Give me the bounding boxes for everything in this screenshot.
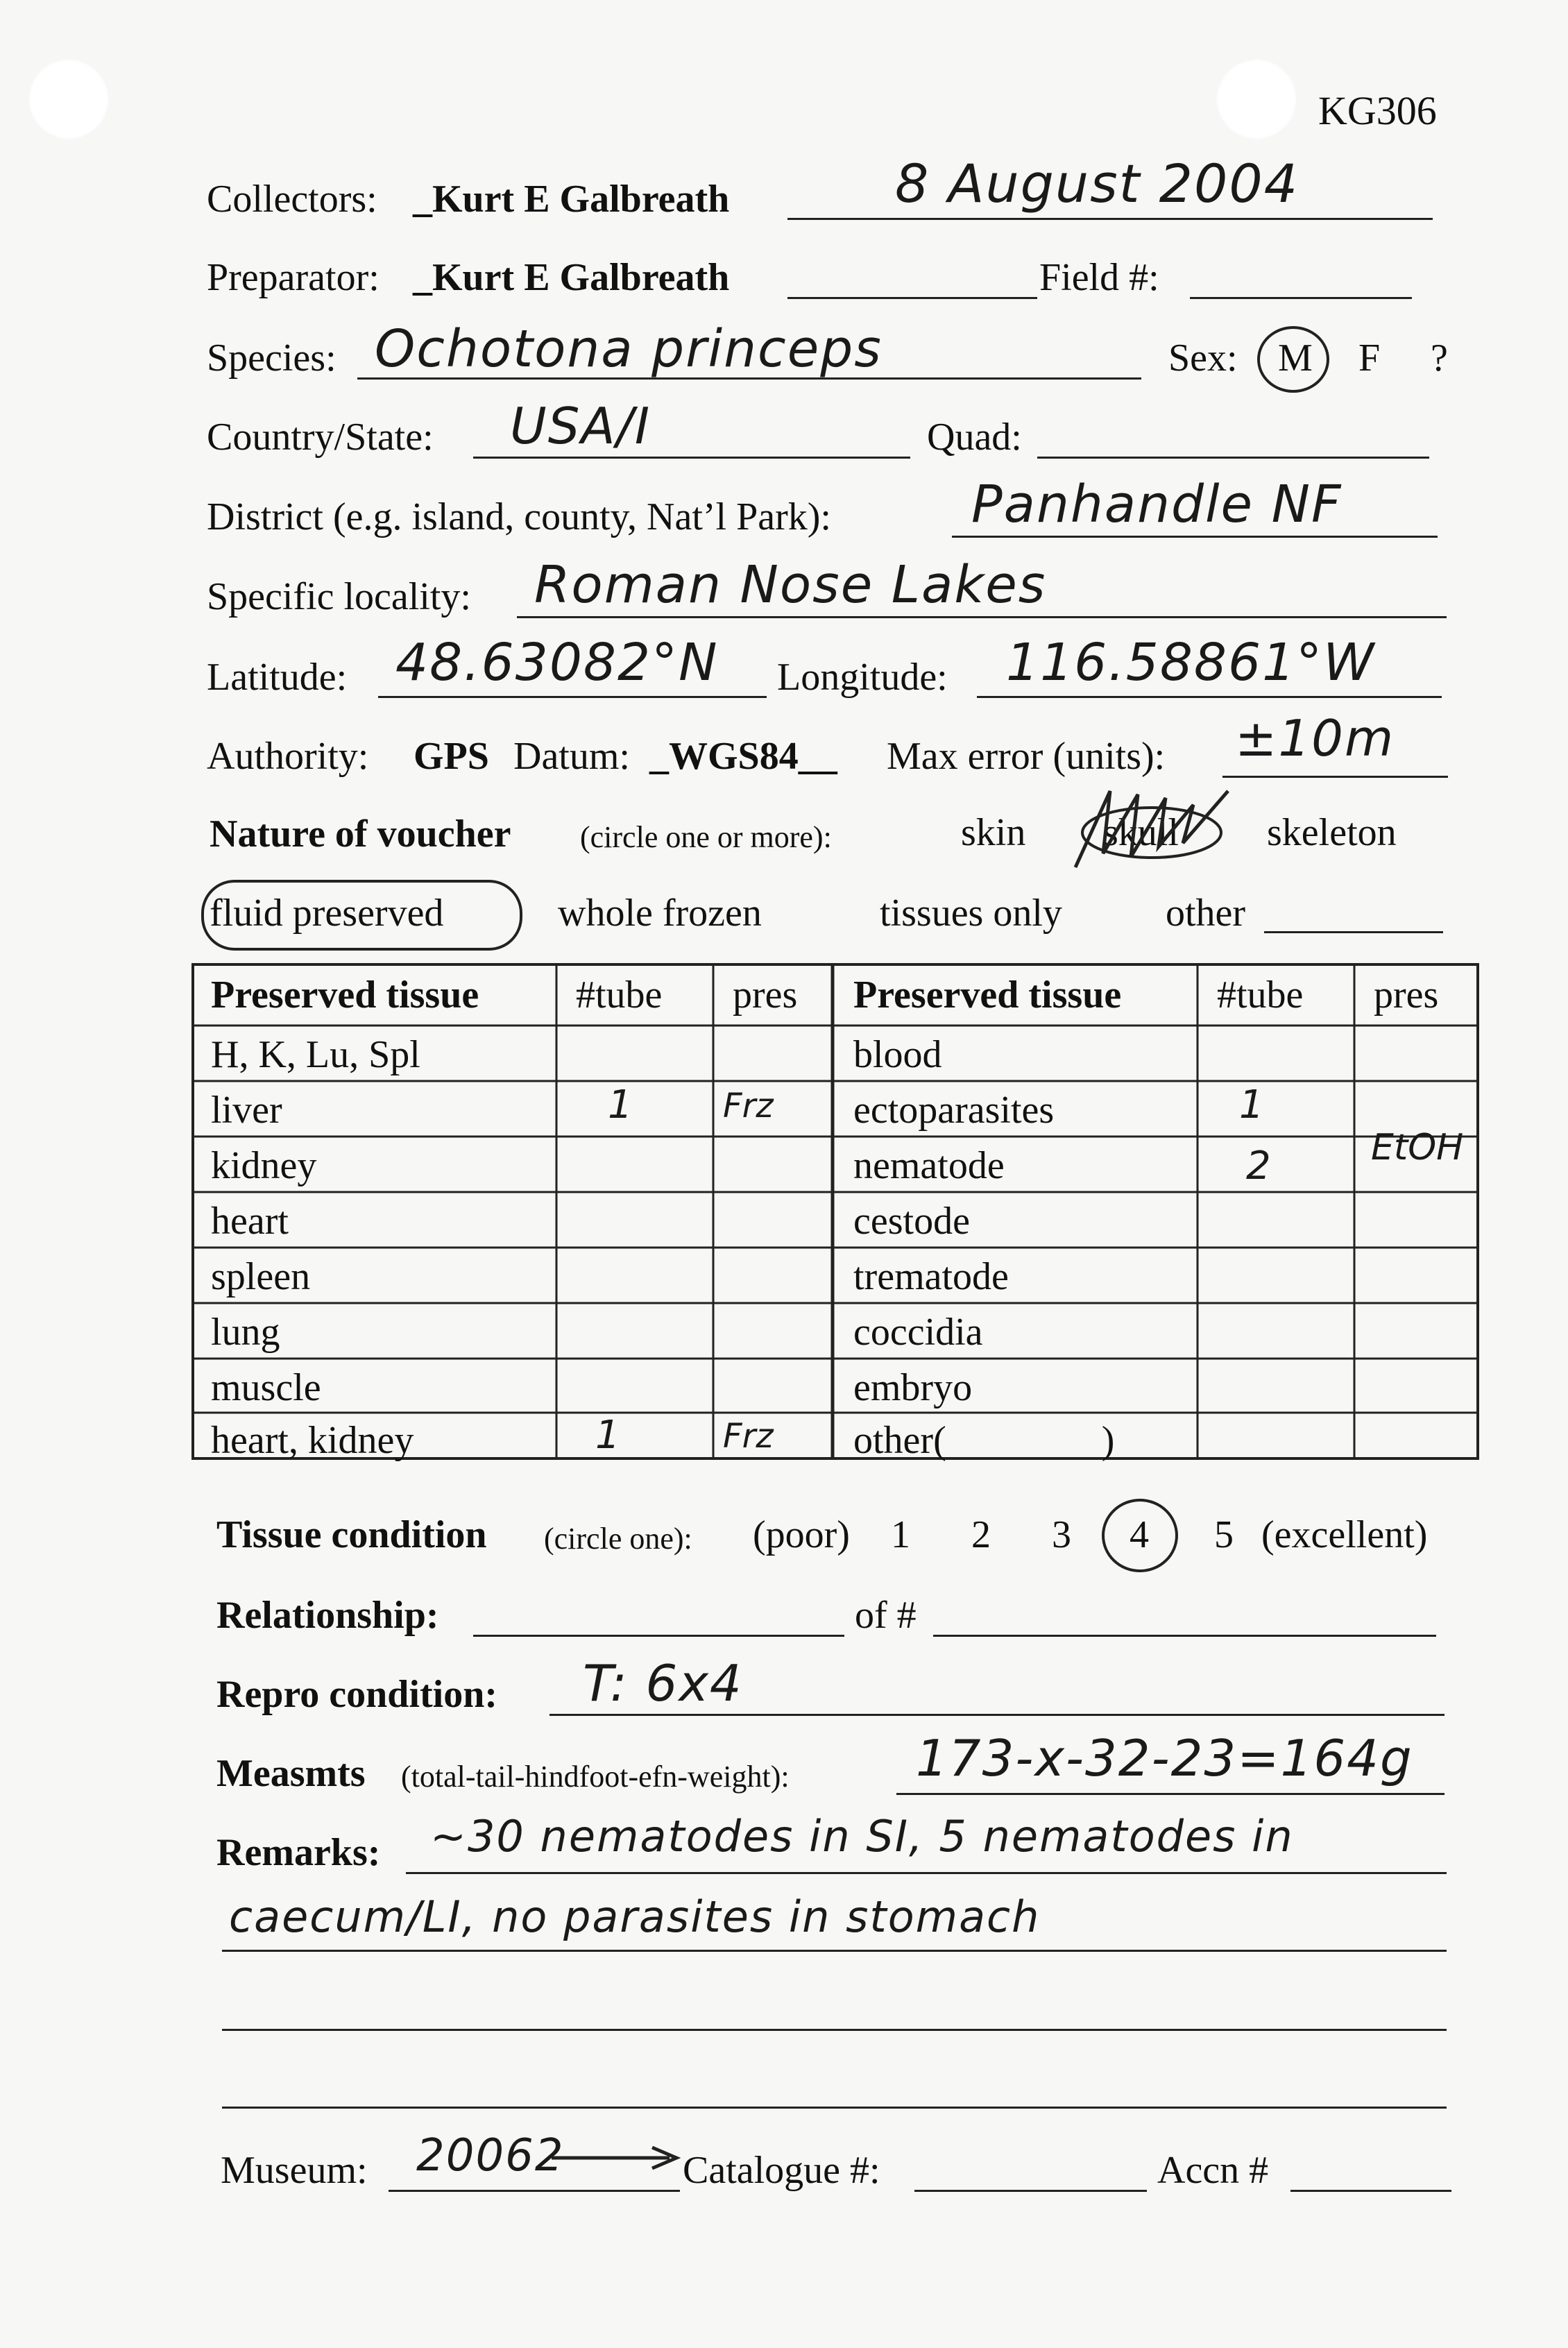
collectors-value: _Kurt E Galbreath bbox=[413, 178, 730, 221]
remarks-line-2 bbox=[222, 1950, 1447, 1952]
collectors-label: Collectors: bbox=[207, 178, 377, 221]
tissue-condition-label: Tissue condition bbox=[216, 1513, 487, 1556]
tissue-row-cestode: cestode bbox=[853, 1200, 970, 1243]
liver-preservation: Frz bbox=[723, 1087, 774, 1125]
latitude-line bbox=[378, 696, 767, 698]
measurements-hint: (total-tail-hindfoot-efn-weight): bbox=[401, 1760, 790, 1794]
nature-of-voucher-hint: (circle one or more): bbox=[580, 820, 832, 854]
date-line bbox=[787, 218, 1433, 220]
tissue-row-liver: liver bbox=[211, 1089, 282, 1132]
tissue-condition-poor: (poor) bbox=[753, 1513, 850, 1556]
tissue-row-kidney: kidney bbox=[211, 1144, 317, 1187]
remarks-label: Remarks: bbox=[216, 1831, 381, 1874]
ectoparasites-tube-count: 1 bbox=[1239, 1082, 1264, 1128]
tissue-row-lung: lung bbox=[211, 1311, 280, 1354]
tissue-condition-excellent: (excellent) bbox=[1261, 1513, 1428, 1556]
voucher-option-skull[interactable]: skull bbox=[1103, 811, 1179, 854]
of-number-line bbox=[933, 1635, 1436, 1637]
nematode-preservation: EtOH bbox=[1371, 1127, 1464, 1168]
catalogue-line bbox=[914, 2190, 1147, 2192]
max-error-label: Max error (units): bbox=[887, 735, 1166, 778]
district-line bbox=[952, 536, 1438, 538]
tissue-row-embryo: embryo bbox=[853, 1366, 973, 1409]
tissue-row-trematode: trematode bbox=[853, 1255, 1009, 1298]
repro-condition-line bbox=[549, 1714, 1445, 1716]
accn-line bbox=[1290, 2190, 1451, 2192]
voucher-option-skin[interactable]: skin bbox=[961, 811, 1026, 854]
country-state-value: USA/I bbox=[510, 397, 651, 455]
relationship-label: Relationship: bbox=[216, 1594, 439, 1637]
skull-scribble-icon bbox=[1062, 777, 1242, 881]
header-tube-right: #tube bbox=[1217, 973, 1304, 1016]
header-tube-left: #tube bbox=[576, 973, 663, 1016]
tissue-row-heart: heart bbox=[211, 1200, 289, 1243]
remarks-value-line-1: ~30 nematodes in SI, 5 nematodes in bbox=[430, 1811, 1294, 1862]
relationship-line bbox=[473, 1635, 844, 1637]
tissue-row-spleen: spleen bbox=[211, 1255, 311, 1298]
remarks-value-line-2: caecum/LI, no parasites in stomach bbox=[229, 1891, 1041, 1942]
longitude-label: Longitude: bbox=[777, 656, 948, 699]
tissue-row-other: other( ) bbox=[853, 1419, 1115, 1462]
accn-label: Accn # bbox=[1157, 2149, 1269, 2192]
heart-kidney-preservation: Frz bbox=[723, 1417, 774, 1456]
heart-kidney-tube-count: 1 bbox=[595, 1413, 620, 1458]
header-pres-left: pres bbox=[733, 973, 798, 1016]
tissue-condition-hint: (circle one): bbox=[544, 1522, 692, 1556]
tissue-condition-option-1[interactable]: 1 bbox=[891, 1513, 910, 1556]
measurements-line bbox=[896, 1793, 1445, 1795]
preserved-tissue-table bbox=[191, 963, 1479, 1460]
sex-label: Sex: bbox=[1168, 337, 1238, 380]
sex-option-f[interactable]: F bbox=[1358, 337, 1381, 380]
quad-label: Quad: bbox=[927, 416, 1022, 459]
form-id: KG306 bbox=[1318, 88, 1437, 133]
latitude-label: Latitude: bbox=[207, 656, 348, 699]
remarks-line-4 bbox=[222, 2107, 1447, 2109]
tissue-condition-option-4[interactable]: 4 bbox=[1130, 1513, 1149, 1556]
voucher-other-line bbox=[1264, 931, 1443, 933]
voucher-option-tissues-only[interactable]: tissues only bbox=[880, 892, 1062, 935]
punch-hole-left bbox=[28, 58, 110, 140]
tissue-condition-option-2[interactable]: 2 bbox=[971, 1513, 991, 1556]
max-error-line bbox=[1222, 776, 1448, 778]
arrow-right-icon bbox=[548, 2144, 687, 2172]
nature-of-voucher-label: Nature of voucher bbox=[210, 813, 511, 856]
datum-label: Datum: bbox=[513, 735, 630, 778]
museum-line bbox=[389, 2190, 680, 2192]
tissue-row-coccidia: coccidia bbox=[853, 1311, 983, 1354]
header-preserved-tissue-right: Preserved tissue bbox=[853, 973, 1122, 1016]
repro-condition-value: T: 6x4 bbox=[583, 1654, 743, 1712]
country-state-line bbox=[473, 457, 910, 459]
sex-selection-circle bbox=[1257, 326, 1329, 393]
district-label: District (e.g. island, county, Nat’l Park): bbox=[207, 495, 831, 538]
tissue-row-hklspl: H, K, Lu, Spl bbox=[211, 1033, 420, 1076]
country-state-label: Country/State: bbox=[207, 416, 434, 459]
authority-gps: GPS bbox=[414, 735, 489, 778]
measurements-label: Measmts bbox=[216, 1752, 366, 1795]
latitude-value: 48.63082°N bbox=[395, 633, 719, 692]
max-error-value: ±10m bbox=[1235, 709, 1395, 767]
specific-locality-line bbox=[517, 616, 1447, 618]
tissue-row-blood: blood bbox=[853, 1033, 942, 1076]
voucher-option-other[interactable]: other bbox=[1166, 892, 1246, 935]
of-number-label: of # bbox=[855, 1594, 917, 1637]
nematode-tube-count: 2 bbox=[1246, 1143, 1271, 1189]
preparator-value: _Kurt E Galbreath bbox=[413, 256, 730, 299]
preparator-line bbox=[787, 297, 1037, 299]
field-number-line bbox=[1190, 297, 1412, 299]
fluid-preserved-selection-circle bbox=[201, 880, 522, 951]
tissue-row-heart-kidney: heart, kidney bbox=[211, 1419, 414, 1462]
authority-label: Authority: bbox=[207, 735, 369, 778]
voucher-option-whole-frozen[interactable]: whole frozen bbox=[558, 892, 762, 935]
specific-locality-label: Specific locality: bbox=[207, 575, 471, 618]
district-value: Panhandle NF bbox=[971, 475, 1343, 534]
tissue-row-muscle: muscle bbox=[211, 1366, 321, 1409]
museum-label: Museum: bbox=[221, 2149, 368, 2192]
liver-tube-count: 1 bbox=[608, 1082, 633, 1128]
longitude-value: 116.58861°W bbox=[1006, 633, 1376, 692]
repro-condition-label: Repro condition: bbox=[216, 1673, 497, 1716]
catalogue-label: Catalogue #: bbox=[683, 2149, 880, 2192]
specific-locality-value: Roman Nose Lakes bbox=[534, 555, 1047, 615]
measurements-value: 173-x-32-23=164g bbox=[916, 1729, 1413, 1787]
field-number-label: Field #: bbox=[1039, 256, 1159, 299]
punch-hole-right bbox=[1216, 58, 1297, 140]
tissue-condition-selection-circle bbox=[1102, 1499, 1178, 1572]
tissue-condition-option-3[interactable]: 3 bbox=[1052, 1513, 1071, 1556]
tissue-row-ectoparasites: ectoparasites bbox=[853, 1089, 1055, 1132]
longitude-line bbox=[977, 696, 1442, 698]
species-label: Species: bbox=[207, 337, 336, 380]
tissue-row-nematode: nematode bbox=[853, 1144, 1005, 1187]
quad-line bbox=[1037, 457, 1429, 459]
preparator-label: Preparator: bbox=[207, 256, 380, 299]
species-value: Ochotona princeps bbox=[375, 319, 883, 379]
tissue-condition-option-5[interactable]: 5 bbox=[1214, 1513, 1234, 1556]
remarks-line-3 bbox=[222, 2029, 1447, 2031]
header-preserved-tissue-left: Preserved tissue bbox=[211, 973, 479, 1016]
museum-value: 20062 bbox=[416, 2130, 565, 2181]
header-pres-right: pres bbox=[1374, 973, 1439, 1016]
voucher-option-fluid-preserved[interactable]: fluid preserved bbox=[210, 892, 444, 935]
sex-option-m[interactable]: M bbox=[1278, 337, 1313, 380]
datum-value: _WGS84__ bbox=[649, 735, 837, 778]
sex-option-unknown[interactable]: ? bbox=[1431, 337, 1448, 380]
voucher-option-skeleton[interactable]: skeleton bbox=[1267, 811, 1397, 854]
collection-date: 8 August 2004 bbox=[895, 153, 1299, 214]
remarks-line-1 bbox=[406, 1872, 1447, 1874]
